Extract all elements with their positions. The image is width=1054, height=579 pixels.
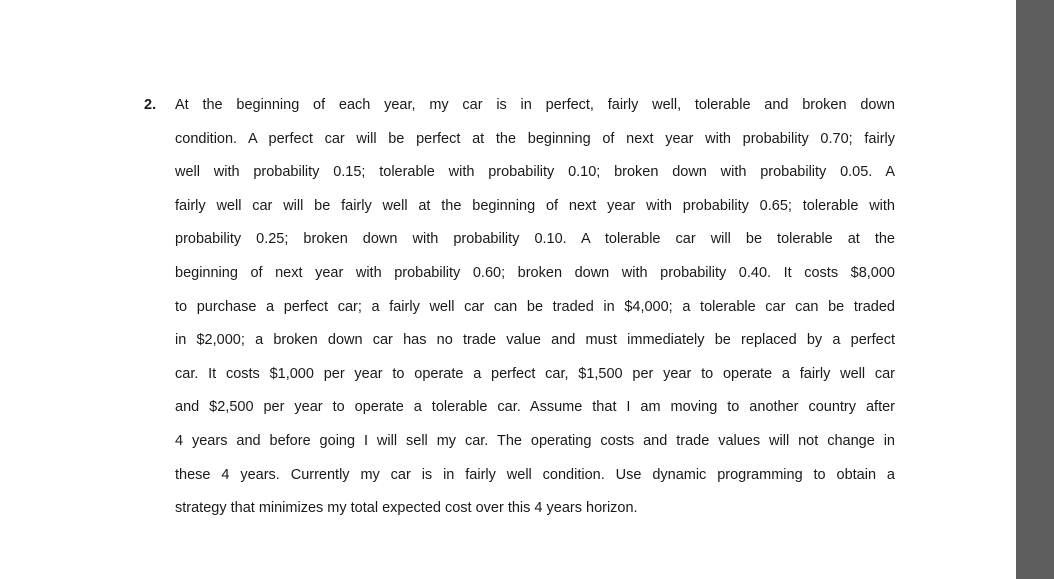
question-line: probability 0.25; broken down with probability 0.10. A tolerable car will be tolerable at the <box>175 231 895 248</box>
question-text <box>175 94 895 531</box>
question-line: strategy that minimizes my total expected cost over this 4 years horizon. <box>175 500 638 517</box>
question-line: condition. A perfect car will be perfect at the beginning of next year with probability 0.70; fairly <box>175 130 895 147</box>
viewer-scrollbar[interactable] <box>1016 0 1054 579</box>
question-line: beginning of next year with probability 0.60; broken down with probability 0.40. It costs $8,000 <box>175 264 895 281</box>
question-line: well with probability 0.15; tolerable with probability 0.10; broken down with probability 0.05. A <box>175 164 895 181</box>
question-line: At the beginning of each year, my car is in perfect, fairly well, tolerable and broken down <box>175 97 895 113</box>
question-line: 4 years and before going I will sell my car. The operating costs and trade values will not change in <box>175 432 895 449</box>
question-line: in $2,000; a broken down car has no trade value and must immediately be replaced by a perfect <box>175 332 895 349</box>
question-line: these 4 years. Currently my car is in fairly well condition. Use dynamic programming to obtain a <box>175 466 895 483</box>
question-line: fairly well car will be fairly well at the beginning of next year with probability 0.65; tolerable with <box>175 197 895 214</box>
question-line: and $2,500 per year to operate a tolerable car. Assume that I am moving to another country after <box>175 399 895 416</box>
question-line: car. It costs $1,000 per year to operate a perfect car, $1,500 per year to operate a fairly well car <box>175 365 895 382</box>
question-number: 2. <box>144 97 157 113</box>
question-line: to purchase a perfect car; a fairly well car can be traded in $4,000; a tolerable car can be traded <box>175 298 895 315</box>
